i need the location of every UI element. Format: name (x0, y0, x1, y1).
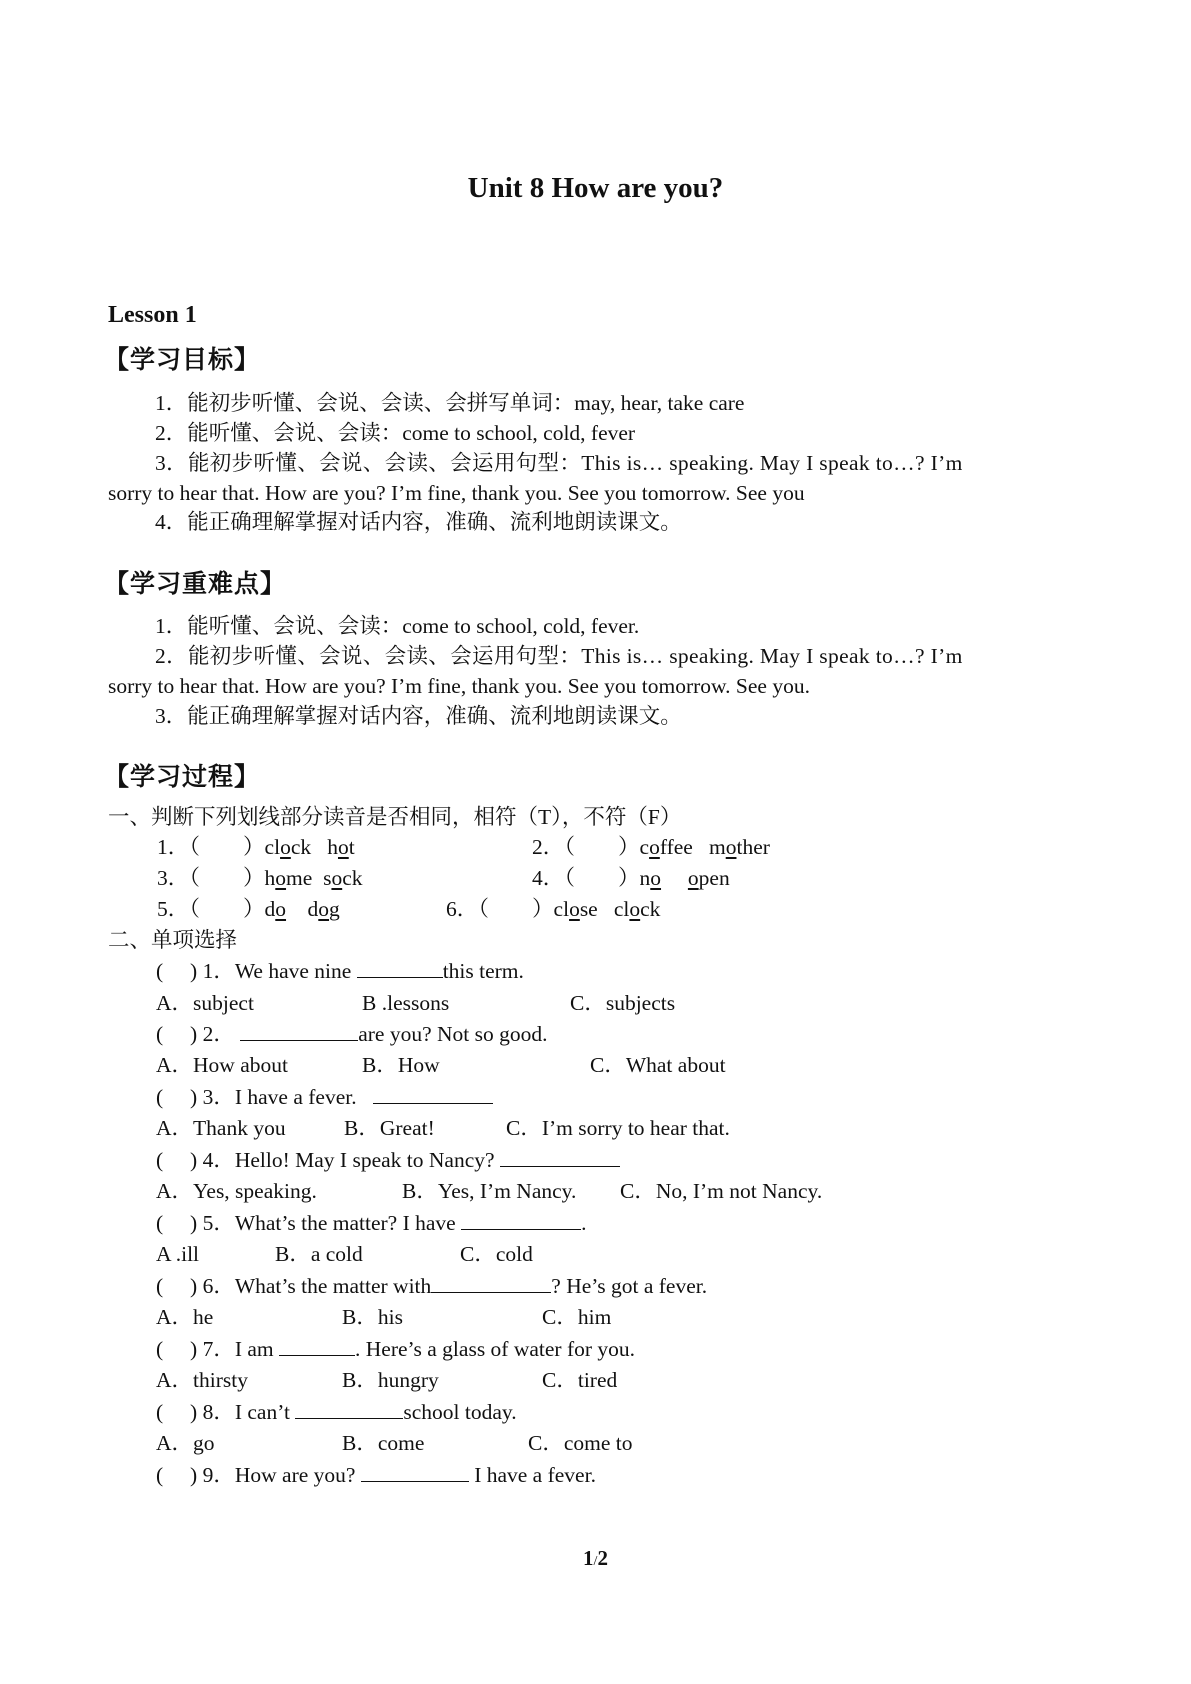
part1-instruction: 一、判断下列划线部分读音是否相同，相符（T），不符（F） (108, 805, 682, 829)
option-c[interactable]: C．cold (460, 1242, 533, 1266)
option-c[interactable]: C．I’m sorry to hear that. (506, 1116, 730, 1140)
lesson-heading: Lesson 1 (108, 302, 197, 328)
option-a[interactable]: A．thirsty (156, 1368, 248, 1392)
option-c[interactable]: C．subjects (570, 991, 676, 1015)
page-number: 1/2 (583, 1546, 608, 1570)
question-1: ( ) 1．We have nine this term. (156, 959, 524, 983)
pron-item-6: 6．（ ）close clock (446, 897, 661, 921)
question-4: ( ) 4．Hello! May I speak to Nancy? (156, 1147, 620, 1173)
option-a[interactable]: A．How about (156, 1053, 288, 1077)
answer-paren[interactable]: ( ) (156, 1022, 198, 1046)
part2-instruction: 二、单项选择 (108, 928, 238, 952)
option-c[interactable]: C．What about (590, 1053, 726, 1077)
objective-item: 3．能初步听懂、会说、会读、会运用句型：This is… speaking. May I speak to…? I’m (155, 451, 963, 475)
answer-blank[interactable] (240, 1022, 358, 1041)
option-b[interactable]: B．a cold (275, 1242, 363, 1266)
answer-blank[interactable] (373, 1085, 493, 1104)
answer-paren[interactable]: （ ） (189, 835, 265, 859)
answer-paren[interactable]: ( ) (156, 1211, 198, 1235)
answer-paren[interactable]: （ ） (189, 897, 265, 921)
option-c[interactable]: C．him (542, 1305, 612, 1329)
pron-item-1: 1．（ ）clock hot (157, 835, 355, 859)
question-5: ( ) 5．What’s the matter? I have . (156, 1211, 587, 1235)
option-a[interactable]: A．Thank you (156, 1116, 286, 1140)
option-b[interactable]: B．his (342, 1305, 403, 1329)
question-8: ( ) 8．I can’t school today. (156, 1400, 517, 1424)
answer-paren[interactable]: ( ) (156, 959, 198, 983)
answer-paren[interactable]: （ ） (189, 866, 265, 890)
answer-paren[interactable]: ( ) (156, 1463, 198, 1487)
document-title: Unit 8 How are you? (467, 172, 724, 204)
question-7: ( ) 7．I am . Here’s a glass of water for you. (156, 1337, 636, 1361)
pron-item-5: 5．（ ）do dog (157, 897, 340, 921)
option-c[interactable]: C．No, I’m not Nancy. (620, 1179, 823, 1203)
objective-item: 4．能正确理解掌握对话内容，准确、流利地朗读课文。 (155, 510, 682, 534)
answer-blank[interactable] (357, 959, 443, 978)
answer-paren[interactable]: ( ) (156, 1148, 198, 1172)
answer-blank[interactable] (295, 1400, 403, 1419)
question-6: ( ) 6．What’s the matter with ? He’s got a fever. (156, 1274, 708, 1298)
answer-blank[interactable] (279, 1337, 355, 1356)
question-9: ( ) 9．How are you? I have a fever. (156, 1463, 596, 1487)
option-a[interactable]: A．Yes, speaking. (156, 1179, 317, 1203)
answer-paren[interactable]: （ ） (478, 897, 554, 921)
answer-paren[interactable]: ( ) (156, 1274, 198, 1298)
answer-paren[interactable]: （ ） (564, 835, 640, 859)
key-point-item: 2．能初步听懂、会说、会读、会运用句型：This is… speaking. May I speak to…? I’m (155, 644, 963, 668)
option-c[interactable]: C．come to (528, 1431, 633, 1455)
process-heading: 【学习过程】 (104, 762, 261, 791)
key-points-heading: 【学习重难点】 (104, 569, 287, 598)
key-point-item-cont: sorry to hear that. How are you? I’m fine, thank you. See you tomorrow. See you. (108, 674, 810, 698)
question-3: ( ) 3．I have a fever. (156, 1084, 493, 1110)
answer-paren[interactable]: ( ) (156, 1085, 198, 1109)
objective-item: 2．能听懂、会说、会读：come to school, cold, fever (155, 421, 636, 445)
option-b[interactable]: B．come (342, 1431, 425, 1455)
answer-paren[interactable]: ( ) (156, 1337, 198, 1361)
option-b[interactable]: B．Great! (344, 1116, 435, 1140)
answer-paren[interactable]: ( ) (156, 1400, 198, 1424)
option-b[interactable]: B．How (362, 1053, 440, 1077)
key-point-item: 1．能听懂、会说、会读：come to school, cold, fever. (155, 614, 640, 638)
pron-item-3: 3．（ ）home sock (157, 866, 363, 890)
option-b[interactable]: B．hungry (342, 1368, 439, 1392)
objective-item-cont: sorry to hear that. How are you? I’m fine, thank you. See you tomorrow. See you (108, 481, 805, 505)
option-b[interactable]: B．Yes, I’m Nancy. (402, 1179, 577, 1203)
answer-blank[interactable] (361, 1463, 469, 1482)
option-b[interactable]: B .lessons (362, 991, 450, 1015)
option-a[interactable]: A .ill (156, 1242, 200, 1266)
answer-blank[interactable] (500, 1148, 620, 1167)
option-a[interactable]: A．go (156, 1431, 215, 1455)
objective-item: 1．能初步听懂、会说、会读、会拼写单词：may, hear, take care (155, 391, 745, 415)
answer-paren[interactable]: （ ） (564, 866, 640, 890)
pron-item-2: 2．（ ）coffee mother (532, 835, 770, 859)
option-a[interactable]: A．subject (156, 991, 254, 1015)
option-a[interactable]: A．he (156, 1305, 214, 1329)
option-c[interactable]: C．tired (542, 1368, 618, 1392)
key-point-item: 3．能正确理解掌握对话内容，准确、流利地朗读课文。 (155, 704, 682, 728)
question-2: ( ) 2． are you? Not so good. (156, 1022, 548, 1046)
answer-blank[interactable] (461, 1211, 581, 1230)
pron-item-4: 4．（ ）no open (532, 866, 730, 890)
answer-blank[interactable] (431, 1274, 551, 1293)
objectives-heading: 【学习目标】 (104, 345, 261, 374)
